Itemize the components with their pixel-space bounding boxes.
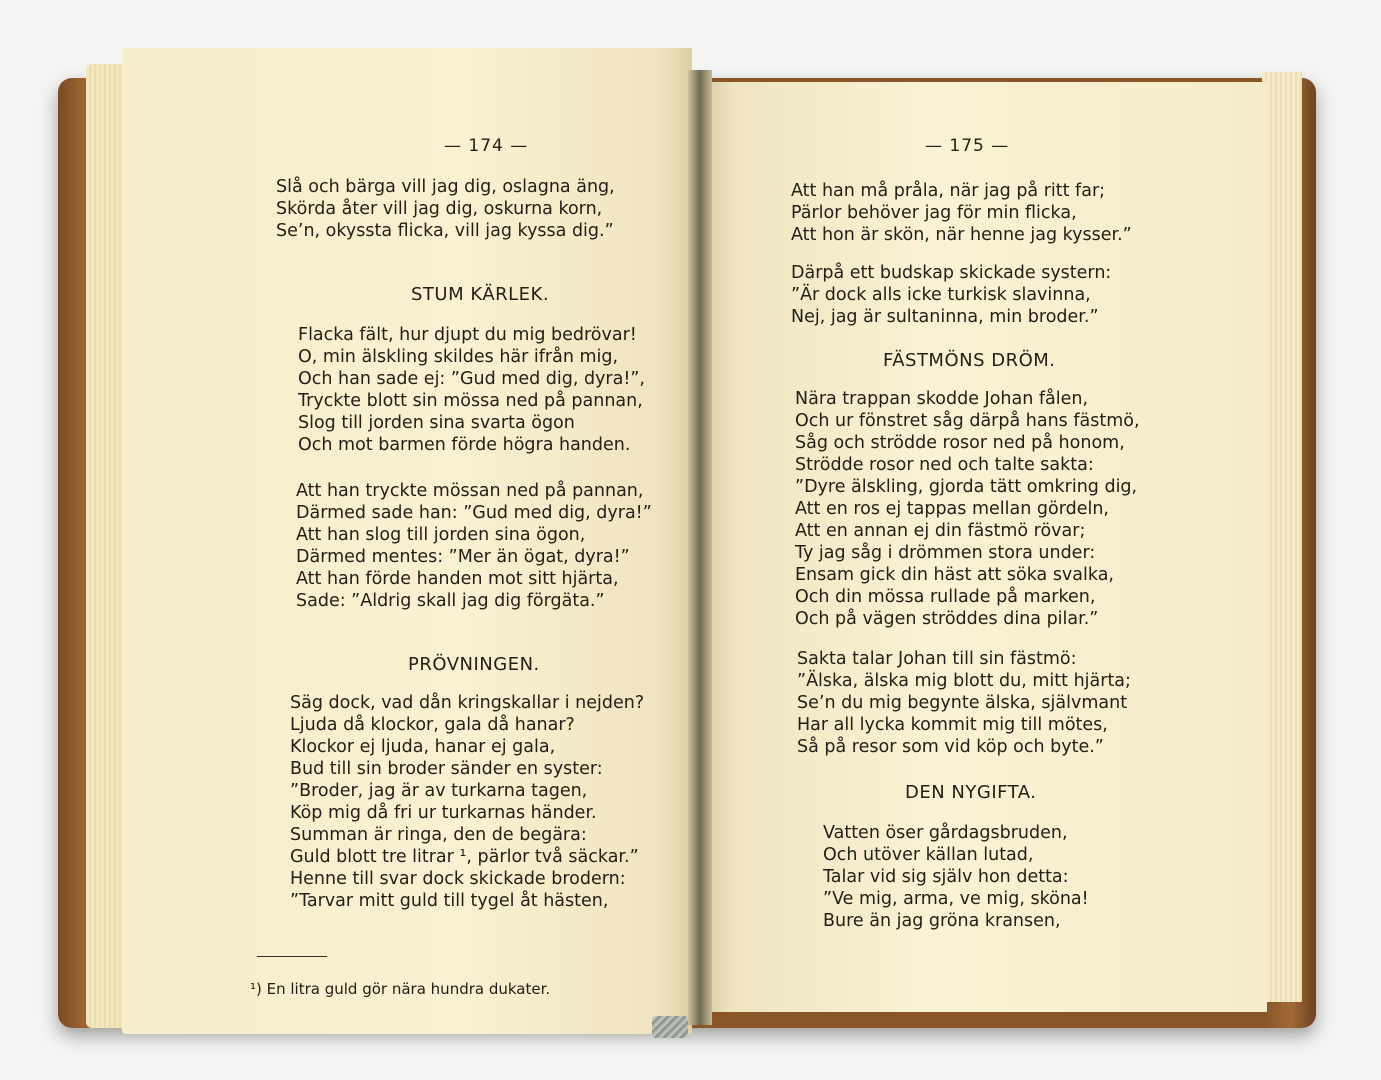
poem-line: Och din mössa rullade på marken, xyxy=(795,587,1096,607)
poem-line: Säg dock, vad dån kringskallar i nejden? xyxy=(290,693,645,713)
poem-line: Klockor ej ljuda, hanar ej gala, xyxy=(290,737,556,757)
poem-line: Nära trappan skodde Johan fålen, xyxy=(795,389,1089,409)
poem-line: Därmed sade han: ”Gud med dig, dyra!” xyxy=(296,503,652,523)
poem-line: O, min älskling skildes här ifrån mig, xyxy=(298,347,619,367)
poem-line: Summan är ringa, den de begära: xyxy=(290,825,587,845)
poem-line: Talar vid sig själv hon detta: xyxy=(823,867,1069,887)
poem-title: DEN NYGIFTA. xyxy=(905,782,1037,803)
poem-line: Har all lycka kommit mig till mötes, xyxy=(797,715,1108,735)
poem-line: Och mot barmen förde högra handen. xyxy=(298,435,631,455)
poem-line: Bud till sin broder sänder en syster: xyxy=(290,759,603,779)
poem-line: Och han sade ej: ”Gud med dig, dyra!”, xyxy=(298,369,645,389)
poem-line: Och på vägen ströddes dina pilar.” xyxy=(795,609,1099,629)
poem-line: Guld blott tre litrar ¹, pärlor två säckar.” xyxy=(290,847,639,867)
footnote-rule xyxy=(257,956,327,957)
poem-line: Pärlor behöver jag för min flicka, xyxy=(791,203,1077,223)
left-page xyxy=(122,48,692,1034)
poem-line: Att en annan ej din fästmö rövar; xyxy=(795,521,1086,541)
poem-line: Därmed mentes: ”Mer än ögat, dyra!” xyxy=(296,547,630,567)
poem-title: STUM KÄRLEK. xyxy=(411,284,550,305)
poem-line: ”Älska, älska mig blott du, mitt hjärta; xyxy=(797,671,1131,691)
poem-line: Sade: ”Aldrig skall jag dig förgäta.” xyxy=(296,591,605,611)
poem-line: ”Tarvar mitt guld till tygel åt hästen, xyxy=(290,891,609,911)
page-number: — 174 — xyxy=(444,136,529,156)
poem-line: Att han må pråla, när jag på ritt far; xyxy=(791,181,1106,201)
poem-line: Att han slog till jorden sina ögon, xyxy=(296,525,586,545)
poem-line: Köp mig då fri ur turkarnas händer. xyxy=(290,803,597,823)
page-number: — 175 — xyxy=(925,136,1010,156)
bookmark-ribbon xyxy=(652,1016,688,1038)
poem-line: Strödde rosor ned och talte sakta: xyxy=(795,455,1094,475)
poem-line: Henne till svar dock skickade brodern: xyxy=(290,869,626,889)
poem-line: Bure än jag gröna kransen, xyxy=(823,911,1061,931)
poem-line: Att han förde handen mot sitt hjärta, xyxy=(296,569,619,589)
right-page xyxy=(705,82,1267,1012)
poem-line: Ensam gick din häst att söka svalka, xyxy=(795,565,1114,585)
poem-line: Tryckte blott sin mössa ned på pannan, xyxy=(298,391,643,411)
poem-line: Därpå ett budskap skickade systern: xyxy=(791,263,1112,283)
poem-line: Att en ros ej tappas mellan gördeln, xyxy=(795,499,1109,519)
poem-line: Se’n du mig begynte älska, självmant xyxy=(797,693,1128,713)
poem-line: Och utöver källan lutad, xyxy=(823,845,1034,865)
poem-title: FÄSTMÖNS DRÖM. xyxy=(883,350,1056,371)
poem-line: Skörda åter vill jag dig, oskurna korn, xyxy=(276,199,603,219)
poem-line: Slå och bärga vill jag dig, oslagna äng, xyxy=(276,177,615,197)
page-edges-right xyxy=(1262,72,1302,1002)
poem-line: Ljuda då klockor, gala då hanar? xyxy=(290,715,575,735)
poem-line: Flacka fält, hur djupt du mig bedrövar! xyxy=(298,325,637,345)
poem-line: Sakta talar Johan till sin fästmö: xyxy=(797,649,1077,669)
poem-line: Att han tryckte mössan ned på pannan, xyxy=(296,481,644,501)
poem-line: ”Är dock alls icke turkisk slavinna, xyxy=(791,285,1091,305)
poem-line: Nej, jag är sultaninna, min broder.” xyxy=(791,307,1099,327)
poem-line: Se’n, okyssta flicka, vill jag kyssa dig.” xyxy=(276,221,614,241)
book-gutter xyxy=(688,70,712,1025)
poem-line: Att hon är skön, när henne jag kysser.” xyxy=(791,225,1132,245)
poem-line: ”Broder, jag är av turkarna tagen, xyxy=(290,781,588,801)
footnote: ¹) En litra guld gör nära hundra dukater. xyxy=(250,980,551,998)
poem-line: Vatten öser gårdagsbruden, xyxy=(823,823,1068,843)
poem-line: Slog till jorden sina svarta ögon xyxy=(298,413,575,433)
poem-title: PRÖVNINGEN. xyxy=(408,654,540,675)
poem-line: ”Ve mig, arma, ve mig, sköna! xyxy=(823,889,1089,909)
poem-line: Ty jag såg i drömmen stora under: xyxy=(795,543,1096,563)
poem-line: ”Dyre älskling, gjorda tätt omkring dig, xyxy=(795,477,1138,497)
poem-line: Såg och strödde rosor ned på honom, xyxy=(795,433,1125,453)
poem-line: Och ur fönstret såg därpå hans fästmö, xyxy=(795,411,1140,431)
poem-line: Så på resor som vid köp och byte.” xyxy=(797,737,1104,757)
